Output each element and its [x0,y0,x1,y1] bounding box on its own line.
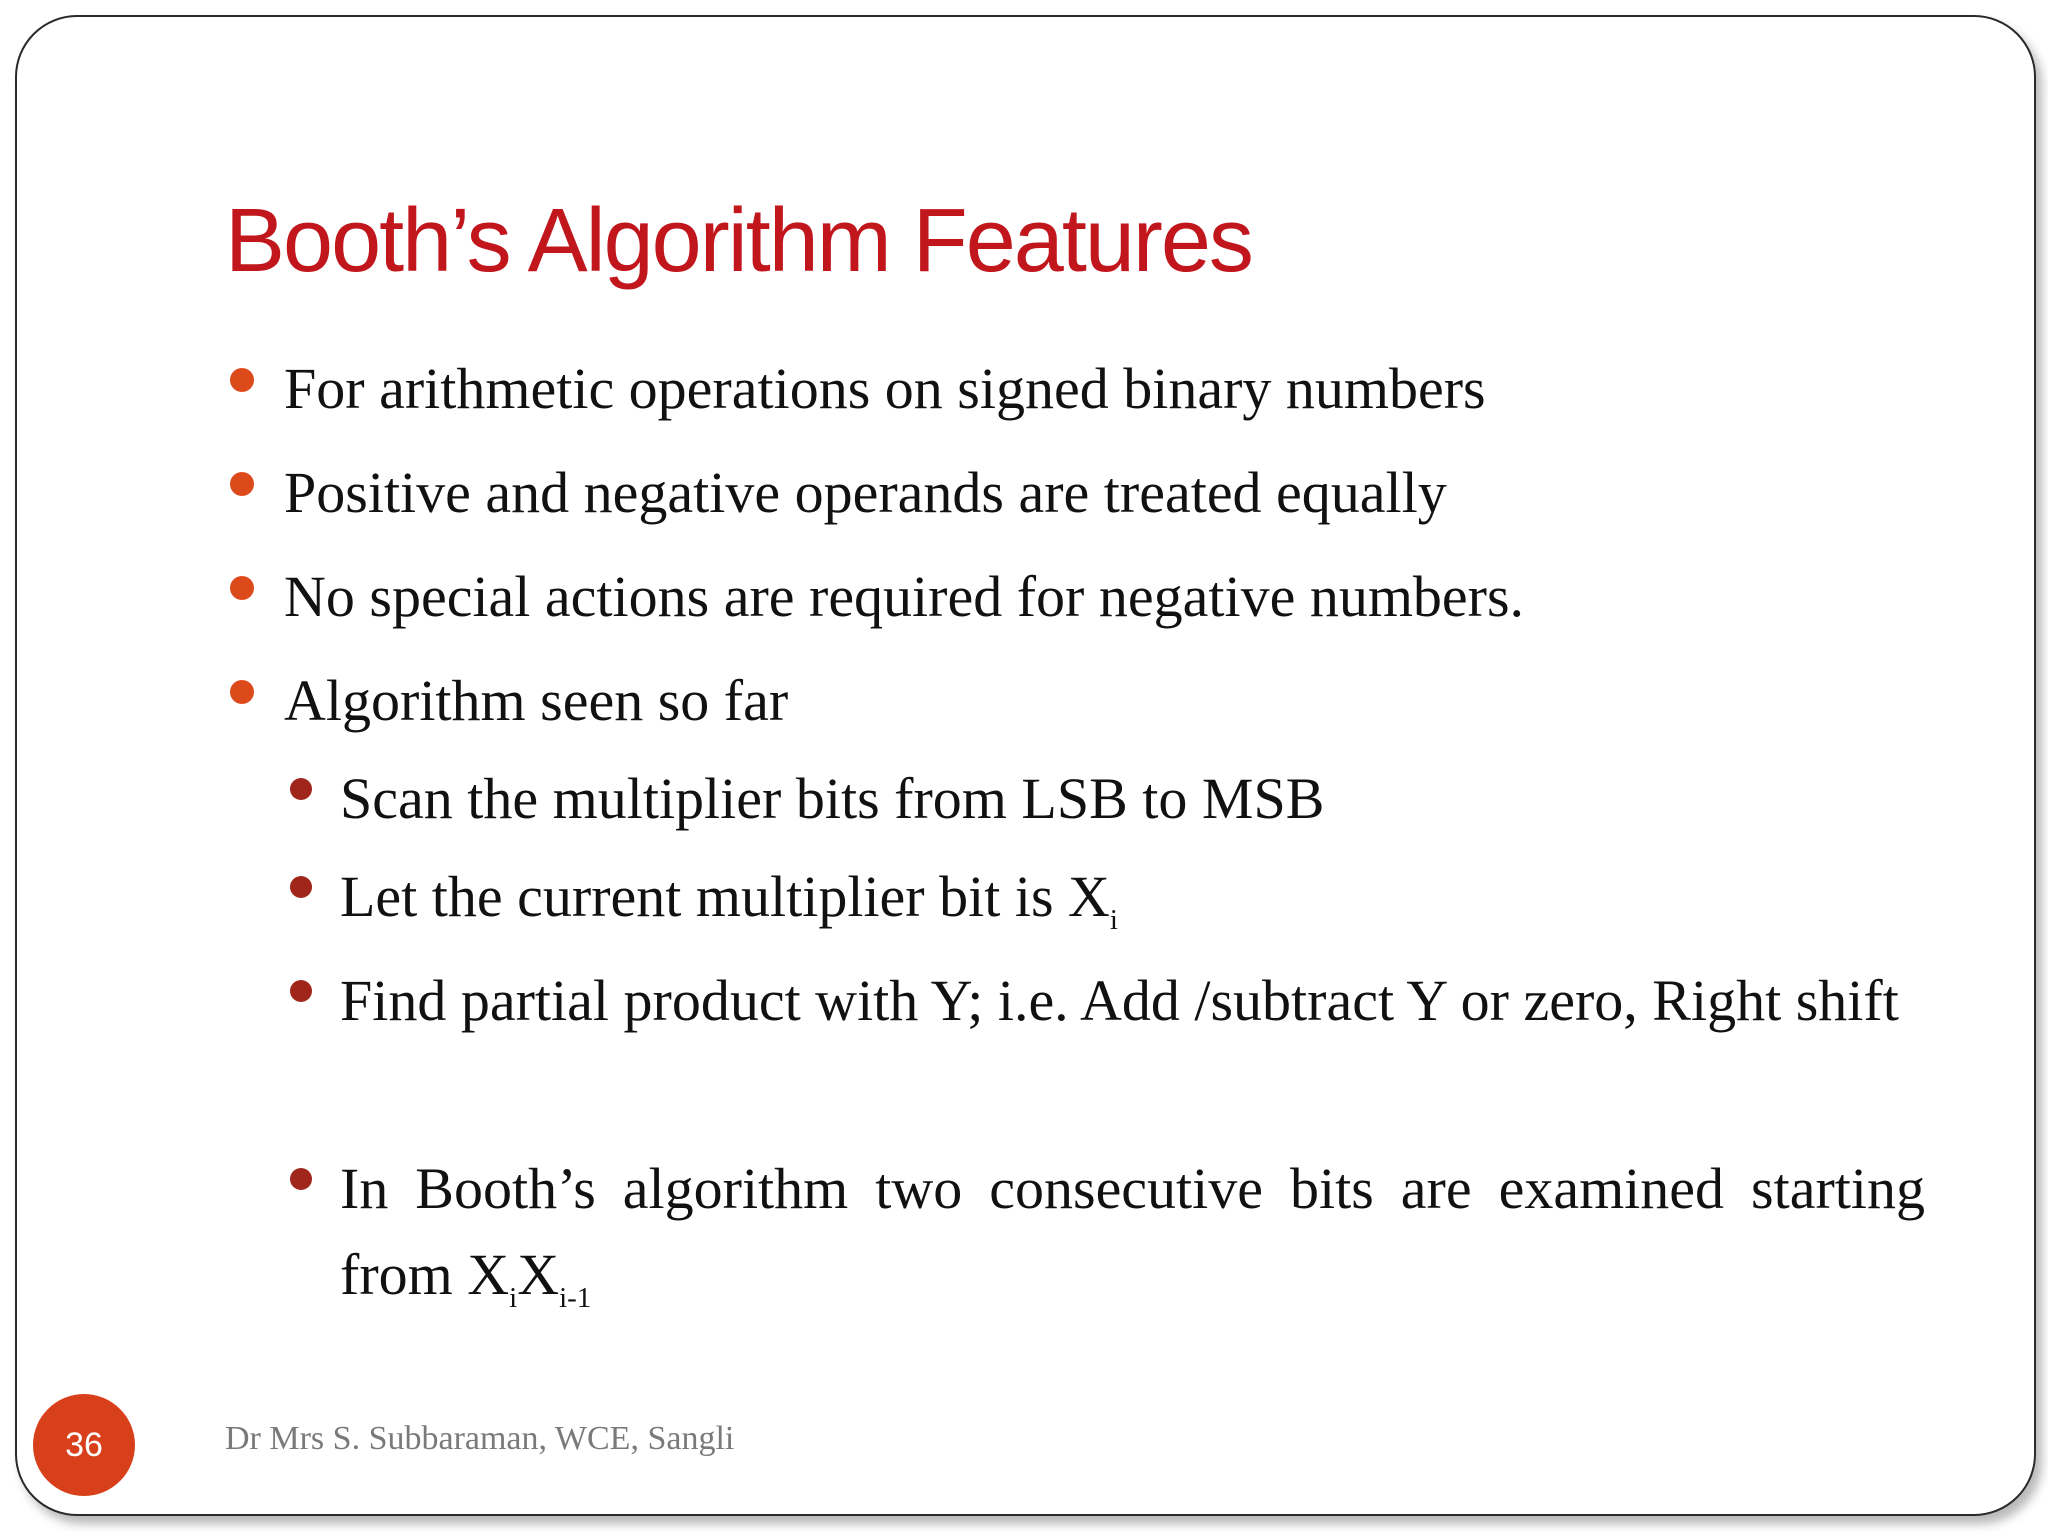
slide-title: Booth’s Algorithm Features [225,191,1252,291]
booth-text: In Booth’s algorithm two consecutive bits are examined starting from X [340,1156,1925,1307]
subscript-i: i [1109,904,1118,937]
bullet-dot-icon [230,472,254,496]
bullet-text: Positive and negative operands are treated equally [284,460,1447,525]
sub-bullet-dot-icon [290,1168,312,1190]
sub-bullet-text [340,1146,1925,1318]
sub-bullet-dot-icon [290,876,312,898]
sub-bullet-text [340,864,1118,937]
subscript-i: i [509,1282,518,1315]
page-number-badge [33,1394,135,1496]
booth-x: X [517,1242,560,1307]
bullet-dot-icon [230,680,254,704]
sub-bullet-text: Scan the multiplier bits from LSB to MSB [340,766,1325,831]
bullet-text: For arithmetic operations on signed binary numbers [284,356,1486,421]
bullet-text: No special actions are required for negative numbers. [284,564,1525,629]
bullet-dot-icon [230,368,254,392]
footer-author: Dr Mrs S. Subbaraman, WCE, Sangli [225,1420,735,1457]
sub-bullet-dot-icon [290,778,312,800]
bullet-text: Algorithm seen so far [284,668,789,733]
sub-bullet-dot-icon [290,980,312,1002]
subscript-i-1: i-1 [559,1282,592,1315]
bullet-dot-icon [230,576,254,600]
page-number: 36 [65,1425,103,1464]
current-bit-text: Let the current multiplier bit is X [340,864,1110,929]
sub-bullet-text: Find partial product with Y; i.e. Add /subtract Y or zero, Right shift [340,968,1899,1033]
